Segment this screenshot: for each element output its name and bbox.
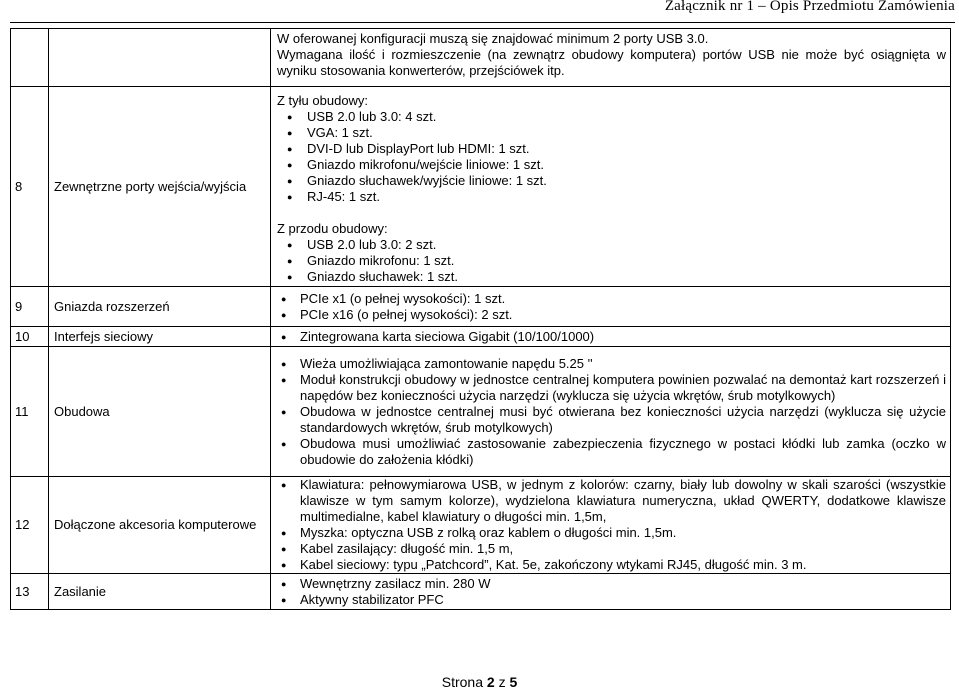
list-item: ● Gniazdo słuchawek/wyjście liniowe: 1 szt. [277,173,946,189]
list-item: ● USB 2.0 lub 3.0: 2 szt. [277,237,946,253]
row-name: Zewnętrzne porty wejścia/wyjścia [49,87,271,287]
front-ports-heading: Z przodu obudowy: [277,221,388,236]
list-item: ● Kabel zasilający: długość min. 1,5 m, [277,541,946,557]
list-item: ● Kabel sieciowy: typu „Patchcord”, Kat. 5e, zakończony wtykami RJ45, długość min. 3 m. [277,557,946,573]
list-item: ● Zintegrowana karta sieciowa Gigabit (10/100/1000) [277,329,946,345]
row-number: 8 [11,87,49,287]
row-name: Obudowa [49,347,271,477]
row-number: 10 [11,327,49,347]
list-item: ● Moduł konstrukcji obudowy w jednostce centralnej komputera powinien pozwalać na demontaż kart rozszerzeń i napędów bez konieczności użycia narzędzi (wyklucza się użycia wkrętów, śrub motylkowych) [277,372,946,404]
list-item: ● Gniazdo słuchawek: 1 szt. [277,269,946,285]
bullet-list [277,576,946,608]
table-row [11,287,951,327]
bullet-list [277,356,946,468]
list-item: ● Obudowa w jednostce centralnej musi być otwierana bez konieczności użycia narzędzi (wyklucza się użycie standardowych wkrętów, śrub motylkowych) [277,404,946,436]
current-page-number: 2 [486,674,495,690]
table-row-intro [11,29,951,87]
list-item: ● Klawiatura: pełnowymiarowa USB, w jednym z kolorów: czarny, biały lub dowolny w skali szarości (wszystkie klawisze w tym samym kolorze), wydzielona klawiatura numeryczna, układ QWERTY, dodatkowe klawisze multimedialne, kabel klawiatury o długości min. 1,5m, [277,477,946,525]
list-item: ● Aktywny stabilizator PFC [277,592,946,608]
bullet-list [277,291,946,323]
list-item: ● PCIe x16 (o pełnej wysokości): 2 szt. [277,307,946,323]
table-row [11,477,951,574]
page-separator: z [498,674,506,690]
page-label: Strona [441,674,483,690]
row-name: Zasilanie [49,574,271,610]
document-header-title: Załącznik nr 1 – Opis Przedmiotu Zamówienia [664,0,955,14]
list-item: ● Obudowa musi umożliwiać zastosowanie zabezpieczenia fizycznego w postaci kłódki lub zamka (oczko w obudowie do założenia kłódki) [277,436,946,468]
row-number: 11 [11,347,49,477]
back-ports-list [277,109,946,205]
list-item: ● VGA: 1 szt. [277,125,946,141]
row-number: 9 [11,287,49,327]
list-item: ● Myszka: optyczna USB z rolką oraz kablem o długości min. 1,5m. [277,525,946,541]
row-name: Dołączone akcesoria komputerowe [49,477,271,574]
bullet-list [277,477,946,573]
list-item: ● PCIe x1 (o pełnej wysokości): 1 szt. [277,291,946,307]
table-row [11,574,951,610]
list-item: ● USB 2.0 lub 3.0: 4 szt. [277,109,946,125]
list-item: ● Gniazdo mikrofonu/wejście liniowe: 1 szt. [277,157,946,173]
list-item: ● Gniazdo mikrofonu: 1 szt. [277,253,946,269]
front-ports-list [277,237,946,285]
usb-placement-requirement-text: Wymagana ilość i rozmieszczenie (na zewnątrz obudowy komputera) portów USB nie może być osiągnięta w wyniku stosowania konwerterów, przejściówek itp. [277,47,946,78]
list-item: ● RJ-45: 1 szt. [277,189,946,205]
bullet-list [277,329,946,345]
total-pages-number: 5 [509,674,518,690]
usb30-requirement-text: W oferowanej konfiguracji muszą się znajdować minimum 2 porty USB 3.0. [277,31,709,46]
back-ports-heading: Z tyłu obudowy: [277,93,369,108]
row-number: 12 [11,477,49,574]
table-row [11,347,951,477]
table-row [11,87,951,287]
row-name: Gniazda rozszerzeń [49,287,271,327]
row-number: 13 [11,574,49,610]
list-item: ● Wieża umożliwiająca zamontowanie napędu 5.25 '' [277,356,946,372]
page-footer [0,674,959,690]
header-rule [10,22,955,23]
row-name: Interfejs sieciowy [49,327,271,347]
table-row [11,327,951,347]
specification-table [10,28,951,610]
list-item: ● DVI-D lub DisplayPort lub HDMI: 1 szt. [277,141,946,157]
list-item: ● Wewnętrzny zasilacz min. 280 W [277,576,946,592]
